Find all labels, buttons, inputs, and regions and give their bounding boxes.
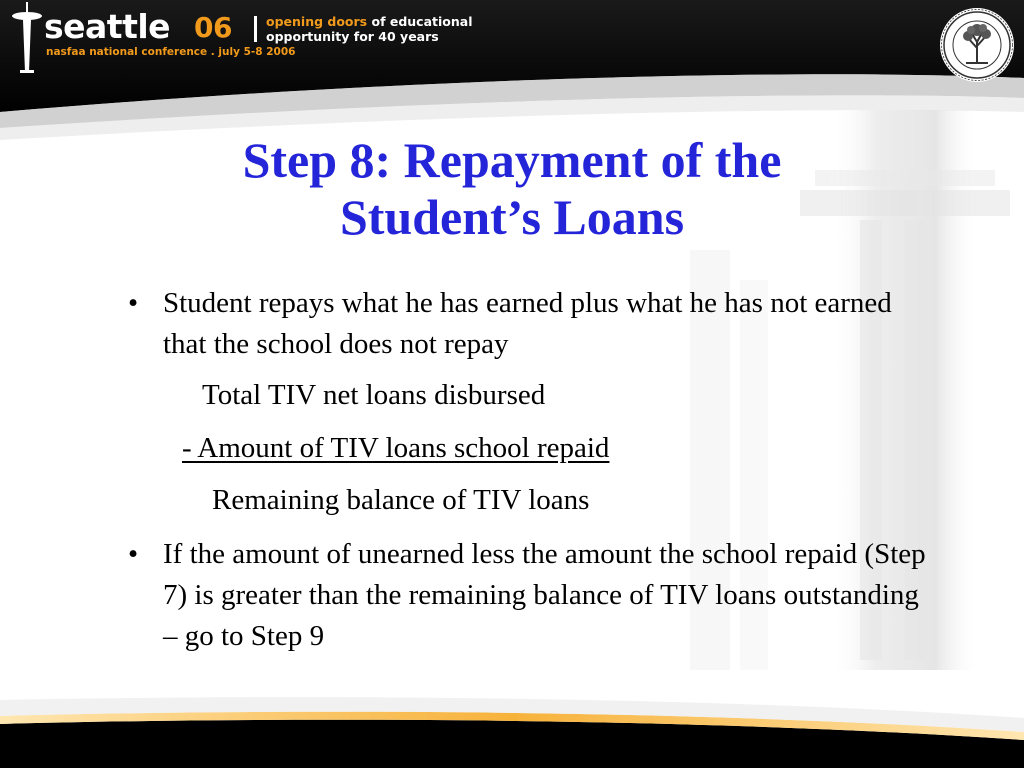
bullet-text: Student repays what he has earned plus what he has not earned that the school does not repay [163, 287, 892, 360]
brand-word: seattle [44, 7, 171, 46]
title-line-2: Student’s Loans [339, 189, 685, 245]
slide-title [112, 132, 912, 246]
tagline [266, 14, 473, 44]
space-needle-icon [10, 2, 44, 74]
title-line-1: Step 8: Repayment of the [242, 132, 782, 188]
brand-separator [254, 16, 257, 42]
brand-year: 06 [194, 11, 232, 44]
conference-line: nasfaa national conference . july 5-8 2006 [46, 46, 296, 58]
bullet-marker: • [128, 538, 139, 570]
bullet-marker: • [128, 287, 139, 319]
tagline-rest: of educational [367, 14, 473, 29]
calc-line-subtract: - Amount of TIV loans school repaid [182, 432, 610, 464]
tagline-accent: opening doors [266, 14, 368, 29]
tagline-line-2: opportunity for 40 years [266, 29, 439, 44]
bullet-text: If the amount of unearned less the amount the school repaid (Step 7) is greater than the remaining balance of TIV loans outstanding – go to Step 9 [163, 538, 926, 652]
bullet-item [128, 283, 928, 365]
calc-line-remaining: Remaining balance of TIV loans [212, 484, 590, 516]
calc-line-total: Total TIV net loans disbursed [202, 379, 546, 411]
seal-icon [938, 6, 1016, 84]
bullet-item [128, 534, 928, 657]
